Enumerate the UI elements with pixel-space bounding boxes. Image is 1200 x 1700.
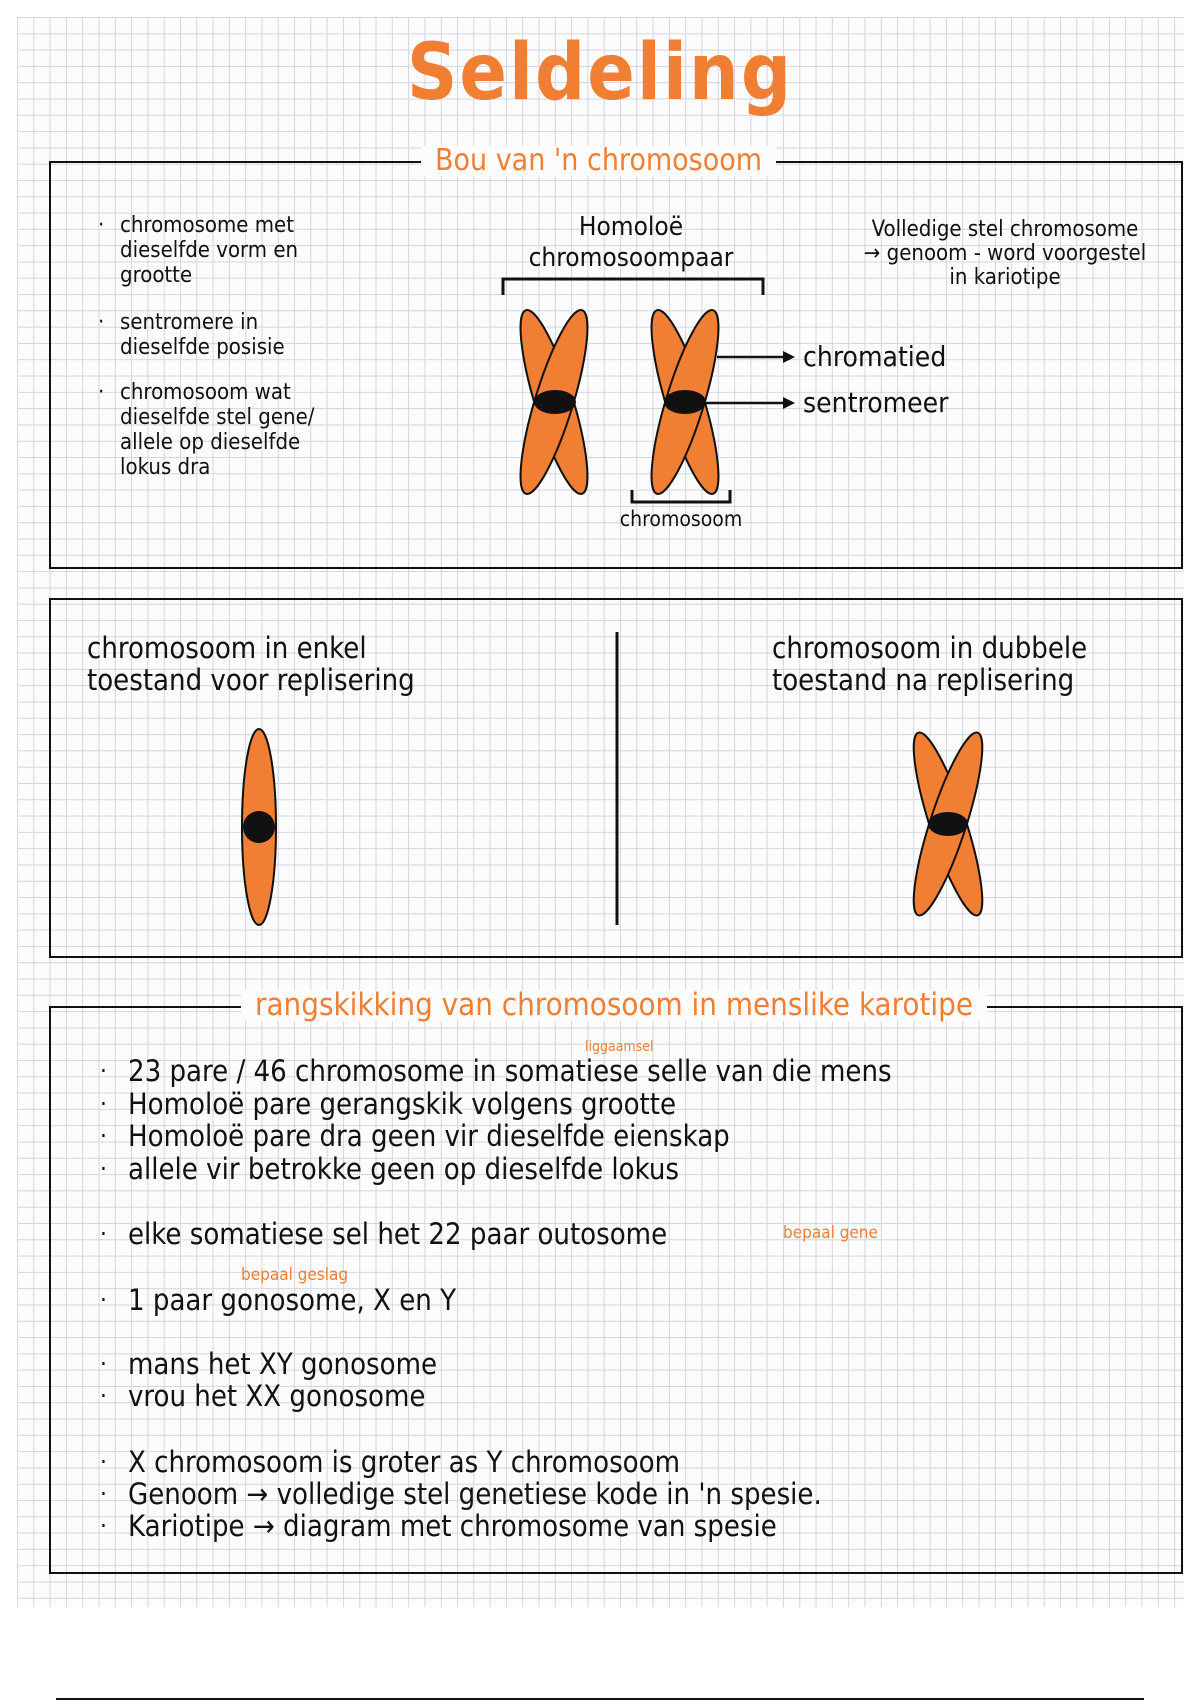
label-line: Homoloë bbox=[578, 212, 684, 242]
label-line: toestand na replisering bbox=[772, 663, 1075, 697]
label-line: toestand voor replisering bbox=[87, 663, 415, 697]
line-text: Genoom → volledige stel genetiese kode in 'n spesie. bbox=[128, 1477, 822, 1511]
karyotype-line bbox=[100, 1152, 679, 1186]
annotation-liggaamsel: liggaamsel bbox=[585, 1039, 654, 1055]
line-text: Homoloë pare dra geen vir dieselfde eienskap bbox=[128, 1119, 730, 1153]
section-title-structure: Bou van 'n chromosoom bbox=[421, 146, 776, 176]
karyotype-line bbox=[100, 1445, 680, 1479]
bullet: · bbox=[100, 1512, 107, 1540]
karyotype-line bbox=[100, 1119, 730, 1153]
label-line: chromosoompaar bbox=[528, 243, 734, 273]
chromosome-label: chromosoom bbox=[619, 507, 743, 531]
label-line: chromosoom in dubbele bbox=[772, 631, 1088, 665]
karyotype-line bbox=[100, 1087, 677, 1121]
bullet: · bbox=[100, 1480, 107, 1508]
note-line: dieselfde posisie bbox=[120, 335, 285, 360]
section-title-karyotype: rangskikking van chromosoom in menslike karotipe bbox=[241, 990, 987, 1021]
karyotype-line bbox=[100, 1347, 438, 1381]
karyotype-line bbox=[100, 1217, 668, 1251]
note-line: Volledige stel chromosome bbox=[871, 217, 1139, 242]
line-text: mans het XY gonosome bbox=[128, 1347, 438, 1381]
bullet: · bbox=[100, 1155, 107, 1183]
line-text: 1 paar gonosome, X en Y bbox=[128, 1283, 457, 1317]
line-text: X chromosoom is groter as Y chromosoom bbox=[128, 1445, 680, 1479]
note-line: lokus dra bbox=[120, 455, 211, 480]
bullet: · bbox=[100, 1448, 107, 1476]
chromatid-label: chromatied bbox=[803, 340, 947, 373]
page-title: Seldeling bbox=[406, 28, 794, 118]
note-line: dieselfde vorm en bbox=[120, 238, 299, 263]
bullet: · bbox=[100, 1350, 107, 1378]
note-line: grootte bbox=[120, 263, 193, 288]
note-line: dieselfde stel gene/ bbox=[120, 405, 315, 430]
bullet: · bbox=[100, 1057, 107, 1085]
bullet: · bbox=[98, 213, 105, 238]
label-line: chromosoom in enkel bbox=[87, 631, 367, 665]
centromere-label: sentromeer bbox=[803, 386, 949, 419]
line-text: 23 pare / 46 chromosome in somatiese selle van die mens bbox=[128, 1054, 892, 1088]
karyotype-line bbox=[100, 1509, 777, 1543]
karyotype-line bbox=[100, 1477, 822, 1511]
note-line: in kariotipe bbox=[949, 265, 1061, 290]
bullet: · bbox=[100, 1090, 107, 1118]
note-line: allele op dieselfde bbox=[120, 430, 301, 455]
annotation-bepaal-geslag: bepaal geslag bbox=[241, 1265, 349, 1285]
note-line: sentromere in bbox=[120, 310, 259, 335]
bullet: · bbox=[100, 1382, 107, 1410]
bullet: · bbox=[98, 310, 105, 335]
bullet: · bbox=[100, 1220, 107, 1248]
karyotype-line bbox=[100, 1379, 426, 1413]
annotation-bepaal-gene: bepaal gene bbox=[783, 1223, 878, 1243]
bullet: · bbox=[100, 1122, 107, 1150]
line-text: allele vir betrokke geen op dieselfde lokus bbox=[128, 1152, 679, 1186]
line-text: elke somatiese sel het 22 paar outosome bbox=[128, 1217, 668, 1251]
note-line: chromosoom wat bbox=[120, 380, 291, 405]
note-line: → genoom - word voorgestel bbox=[863, 241, 1147, 266]
karyotype-line bbox=[100, 1283, 457, 1317]
double-chromosome-icon bbox=[901, 727, 995, 921]
line-text: vrou het XX gonosome bbox=[128, 1379, 426, 1413]
bullet: · bbox=[98, 380, 105, 405]
single-chromosome-icon bbox=[242, 729, 276, 925]
bullet: · bbox=[100, 1286, 107, 1314]
karyotype-line bbox=[100, 1054, 892, 1088]
note-line: chromosome met bbox=[120, 213, 294, 238]
line-text: Kariotipe → diagram met chromosome van spesie bbox=[128, 1509, 777, 1543]
line-text: Homoloë pare gerangskik volgens grootte bbox=[128, 1087, 677, 1121]
